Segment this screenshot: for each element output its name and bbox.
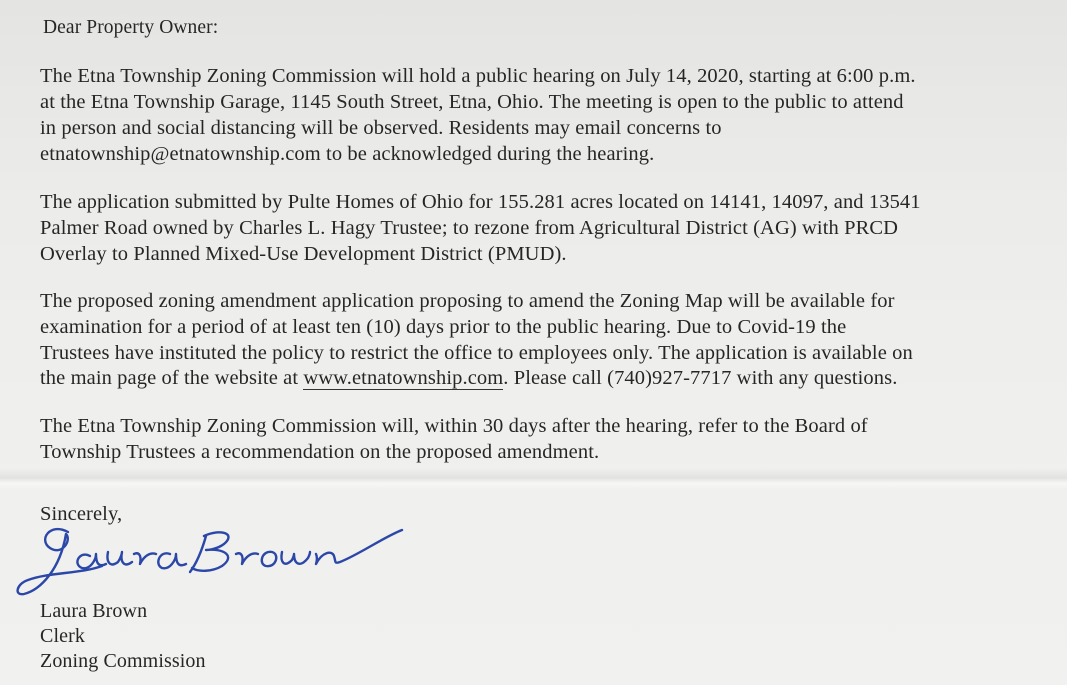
closing: Sincerely, <box>40 503 123 525</box>
paragraph-line: Trustees have instituted the policy to restrict the office to employees only. The application is available on <box>40 342 913 364</box>
paragraph-line: The proposed zoning amendment application proposing to amend the Zoning Map will be available for <box>40 290 895 312</box>
signer-name: Laura Brown <box>40 600 148 622</box>
paragraph-line: The Etna Township Zoning Commission will hold a public hearing on July 14, 2020, starting at 6:00 p.m. <box>40 65 916 87</box>
paragraph-line: Overlay to Planned Mixed-Use Development District (PMUD). <box>40 243 567 265</box>
salutation: Dear Property Owner: <box>43 17 219 38</box>
signer-department: Zoning Commission <box>40 650 206 672</box>
signer-title: Clerk <box>40 625 85 647</box>
paragraph-line: Township Trustees a recommendation on the proposed amendment. <box>40 441 600 463</box>
paragraph-line: The application submitted by Pulte Homes of Ohio for 155.281 acres located on 14141, 14097, and 13541 <box>40 191 921 213</box>
paragraph-line: at the Etna Township Garage, 1145 South Street, Etna, Ohio. The meeting is open to the public to attend <box>40 91 904 113</box>
paragraph-line: The Etna Township Zoning Commission will, within 30 days after the hearing, refer to the Board of <box>40 415 868 437</box>
paragraph-line: etnatownship@etnatownship.com to be acknowledged during the hearing. <box>40 143 655 165</box>
text-segment: . Please call (740)927-7717 with any questions. <box>503 367 898 389</box>
paper-fold <box>0 468 1067 490</box>
paragraph-line: in person and social distancing will be observed. Residents may email concerns to <box>40 117 722 139</box>
text-segment: the main page of the website at <box>40 367 304 389</box>
handwritten-signature <box>10 510 410 605</box>
paragraph-line: Palmer Road owned by Charles L. Hagy Trustee; to rezone from Agricultural District (AG) with PRCD <box>40 217 899 239</box>
paragraph-line <box>40 366 897 390</box>
website-link[interactable]: www.etnatownship.com <box>303 367 504 389</box>
paragraph-line: examination for a period of at least ten (10) days prior to the public hearing. Due to Covid-19 the <box>40 316 847 338</box>
